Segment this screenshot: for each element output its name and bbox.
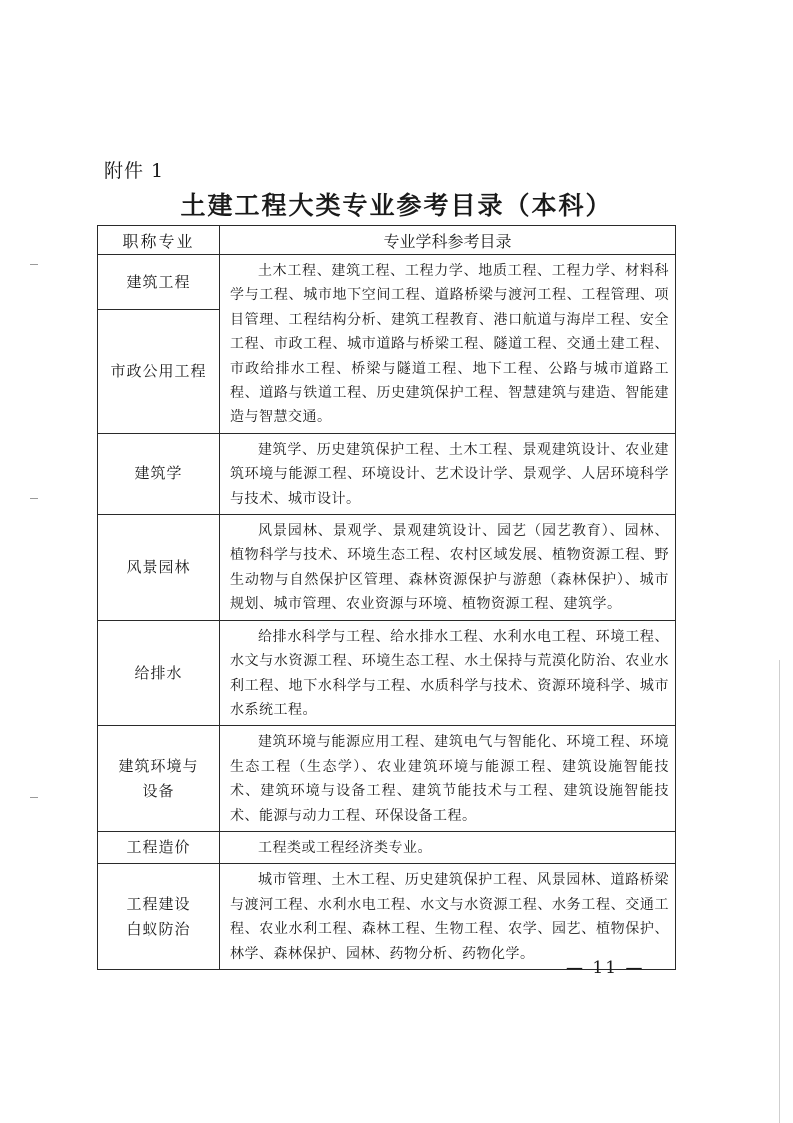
row-catalog-text: 工程类或工程经济类专业。 [220,831,676,863]
column-header-title-major: 职称专业 [98,226,220,255]
row-catalog-text: 建筑学、历史建筑保护工程、土木工程、景观建筑设计、农业建筑环境与能源工程、环境设计、艺术设计学、景观学、人居环境科学与技术、城市设计。 [220,433,676,514]
scan-edge-line [779,660,780,1123]
table-row [98,255,676,310]
page-title: 土建工程大类专业参考目录（本科） [180,191,613,220]
row-title-major: 工程建设 白蚁防治 [98,864,220,970]
table-header-row [98,226,676,255]
row-title-major: 建筑工程 [98,255,220,310]
row-catalog-text: 建筑环境与能源应用工程、建筑电气与智能化、环境工程、环境生态工程（生态学）、农业建筑环境与能源工程、建筑设施智能技术、建筑环境与设备工程、建筑节能技术与工程、建筑设施智能技术、能源与动力工程、环保设备工程。 [220,726,676,832]
row-title-major: 风景园林 [98,515,220,621]
row-title-major: 市政公用工程 [98,310,220,434]
row-title-major: 建筑学 [98,433,220,514]
row-title-major: 给排水 [98,620,220,726]
scan-edge-mark [30,797,38,798]
page-number: — 11 — [566,958,645,978]
table-row [98,726,676,832]
table-row [98,515,676,621]
attachment-label: 附件 1 [104,160,165,182]
row-catalog-text: 城市管理、土木工程、历史建筑保护工程、风景园林、道路桥梁与渡河工程、水利水电工程、水文与水资源工程、水务工程、交通工程、农业水利工程、森林工程、生物工程、农学、园艺、植物保护、林学、森林保护、园林、药物分析、药物化学。 [220,864,676,970]
table-row [98,433,676,514]
column-header-reference-catalog: 专业学科参考目录 [220,226,676,255]
row-title-major: 建筑环境与 设备 [98,726,220,832]
row-catalog-text: 给排水科学与工程、给水排水工程、水利水电工程、环境工程、水文与水资源工程、环境生态工程、水土保持与荒漠化防治、农业水利工程、地下水科学与工程、水质科学与技术、资源环境科学、城市水系统工程。 [220,620,676,726]
row-catalog-text: 风景园林、景观学、景观建筑设计、园艺（园艺教育）、园林、植物科学与技术、环境生态工程、农村区域发展、植物资源工程、野生动物与自然保护区管理、森林资源保护与游憩（森林保护）、城市规划、城市管理、农业资源与环境、植物资源工程、建筑学。 [220,515,676,621]
scan-edge-mark [30,498,38,499]
table-row [98,620,676,726]
row-catalog-text: 土木工程、建筑工程、工程力学、地质工程、工程力学、材料科学与工程、城市地下空间工程、道路桥梁与渡河工程、工程管理、项目管理、工程结构分析、建筑工程教育、港口航道与海岸工程、安全工程、市政工程、城市道路与桥梁工程、隧道工程、交通土建工程、市政给排水工程、桥梁与隧道工程、地下工程、公路与城市道路工程、道路与铁道工程、历史建筑保护工程、智慧建筑与建造、智能建造与智慧交通。 [220,255,676,434]
row-title-major: 工程造价 [98,831,220,863]
table-row [98,831,676,863]
scan-edge-mark [30,264,38,265]
major-catalog-table [97,225,676,970]
table-row [98,864,676,970]
